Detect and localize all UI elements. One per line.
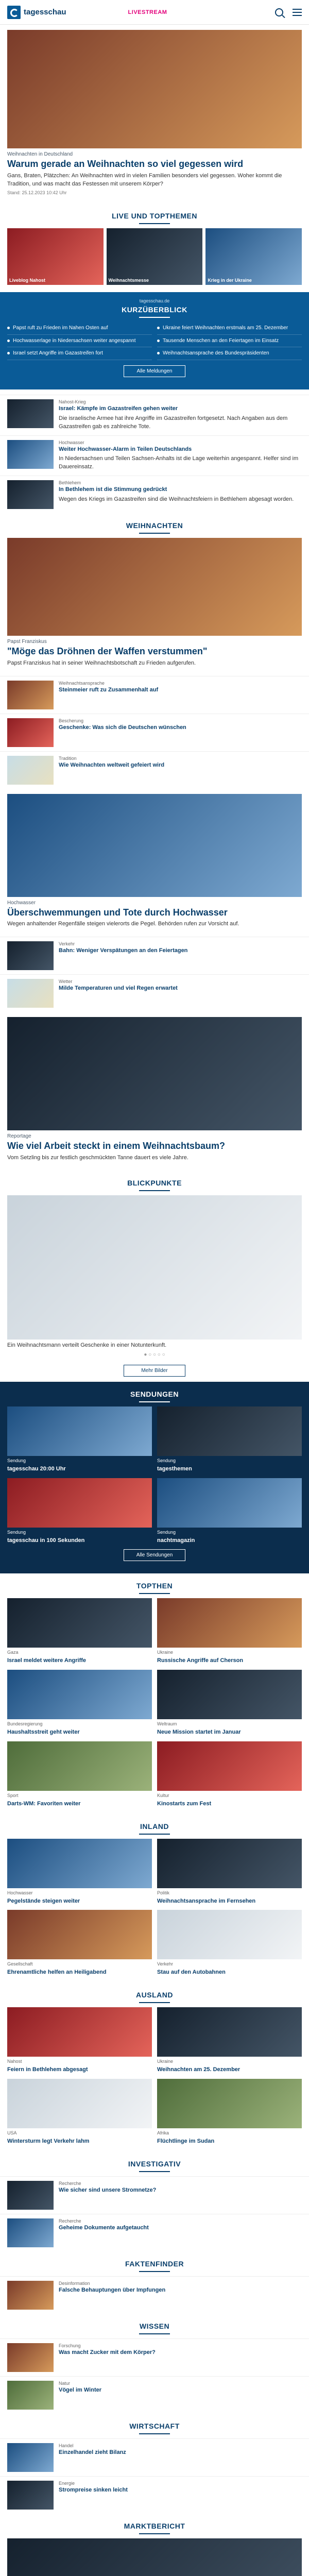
- logo-text: tagesschau: [24, 8, 66, 16]
- kurzueberblick-box: [0, 292, 309, 389]
- sendung-topline: Sendung: [7, 1529, 26, 1535]
- investigativ-underline: [139, 2171, 170, 2172]
- feature-topline: Reportage: [7, 1133, 31, 1140]
- kurzueberblick-item-text: Weihnachtsansprache des Bundespräsidenten: [163, 350, 269, 357]
- kurzueberblick-item[interactable]: [7, 322, 152, 335]
- weihnachten-underline: [139, 533, 170, 534]
- investigativ-thumb: [7, 2218, 54, 2247]
- kurzueberblick-col-left: [7, 322, 152, 360]
- kurzueberblick-item-text: Hochwasserlage in Niedersachsen weiter angespannt: [13, 337, 136, 344]
- wirtschaft-topline: Handel: [59, 2443, 74, 2448]
- bullet-icon: [7, 340, 10, 342]
- kurzueberblick-item-text: Papst ruft zu Frieden im Nahen Osten auf: [13, 325, 108, 331]
- investigativ-head: [0, 2145, 309, 2176]
- faktenfinder-list: [0, 2276, 309, 2314]
- sendung-title[interactable]: tagesschau 20:00 Uhr: [7, 1465, 66, 1472]
- wirtschaft-item[interactable]: [0, 2438, 309, 2476]
- topnews-title[interactable]: In Bethlehem ist die Stimmung gedrückt: [59, 486, 167, 493]
- toptagen-topline: Sport: [7, 1792, 19, 1798]
- ausland-topline: USA: [7, 2130, 17, 2136]
- inland-heading: INLAND: [140, 1822, 169, 1831]
- toptagen-image: [7, 1670, 152, 1719]
- hero-teaser[interactable]: [0, 25, 309, 204]
- topnews-item[interactable]: [0, 395, 309, 435]
- weihnachten-lead-text: Papst Franziskus hat in seiner Weihnachtsbotschaft zu Frieden aufgerufen.: [7, 659, 196, 666]
- weihnachten-item[interactable]: [0, 714, 309, 751]
- topnews-item[interactable]: [0, 435, 309, 476]
- ausland-image: [157, 2079, 302, 2128]
- more-news-title[interactable]: Milde Temperaturen und viel Regen erwartet: [59, 985, 178, 992]
- toptagen-title[interactable]: Russische Angriffe auf Cherson: [157, 1657, 244, 1664]
- kurzueberblick-head: [7, 303, 302, 322]
- inland-image: [157, 1910, 302, 1959]
- faktenfinder-title[interactable]: Falsche Behauptungen über Impfungen: [59, 2286, 166, 2293]
- topnews-title[interactable]: Weiter Hochwasser-Alarm in Teilen Deutschlands: [59, 446, 192, 452]
- toptagen-card[interactable]: [157, 1741, 302, 1808]
- kurzueberblick-kicker: tagesschau.de: [139, 298, 170, 304]
- ausland-title[interactable]: Flüchtlinge im Sudan: [157, 2138, 215, 2144]
- inland-image: [157, 1839, 302, 1888]
- sendung-image: [157, 1406, 302, 1456]
- wissen-item[interactable]: [0, 2376, 309, 2414]
- inland-topline: Gesellschaft: [7, 1961, 33, 1967]
- wissen-item[interactable]: [0, 2338, 309, 2376]
- topnews-body: [59, 440, 302, 472]
- topnews-title[interactable]: Israel: Kämpfe im Gazastreifen gehen weiter: [59, 405, 178, 412]
- topnews-topline: Hochwasser: [59, 439, 84, 445]
- toptagen-topline: Kultur: [157, 1792, 169, 1798]
- ausland-title[interactable]: Wintersturm legt Verkehr lahm: [7, 2138, 90, 2144]
- ausland-head: [0, 1976, 309, 2007]
- investigativ-item[interactable]: [0, 2214, 309, 2251]
- ausland-card[interactable]: [7, 2007, 152, 2074]
- toptagen-title[interactable]: Haushaltsstreit geht weiter: [7, 1729, 80, 1735]
- flood-teaser[interactable]: [0, 789, 309, 937]
- feature-image: [7, 1017, 302, 1130]
- toptagen-topline: Weltraum: [157, 1721, 177, 1726]
- ausland-heading: AUSLAND: [136, 1991, 173, 1999]
- sendung-card[interactable]: [7, 1406, 152, 1473]
- wirtschaft-thumb: [7, 2481, 54, 2510]
- live-row: [0, 228, 309, 292]
- investigativ-title[interactable]: Geheime Dokumente aufgetaucht: [59, 2224, 149, 2231]
- more-news-title[interactable]: Bahn: Weniger Verspätungen an den Feiertagen: [59, 947, 188, 954]
- toptagen-card[interactable]: [7, 1741, 152, 1808]
- wissen-topline: Natur: [59, 2380, 71, 2386]
- sendungen-grid: [7, 1406, 302, 1545]
- inland-card[interactable]: [7, 1910, 152, 1976]
- gallery-dots[interactable]: ● ○ ○ ○ ○: [144, 1351, 165, 1358]
- bullet-icon: [7, 327, 10, 329]
- ausland-card[interactable]: [7, 2079, 152, 2145]
- wissen-topline: Forschung: [59, 2343, 81, 2348]
- kurzueberblick-item[interactable]: [7, 347, 152, 360]
- inland-card[interactable]: [7, 1839, 152, 1905]
- more-news-item[interactable]: [0, 937, 309, 974]
- kurzueberblick-item[interactable]: [157, 347, 302, 360]
- kurzueberblick-list: [7, 322, 302, 360]
- live-heading: LIVE UND TOPTHEMEN: [112, 212, 197, 221]
- topnews-topline: Bethlehem: [59, 480, 81, 486]
- livestream-link[interactable]: LIVESTREAM: [128, 9, 167, 15]
- markt-heading: MARKTBERICHT: [124, 2521, 185, 2530]
- toptagen-image: [157, 1741, 302, 1791]
- ausland-underline: [139, 2002, 170, 2003]
- weihnachten-head: [0, 513, 309, 538]
- wirtschaft-heading: WIRTSCHAFT: [129, 2421, 180, 2430]
- inland-title[interactable]: Stau auf den Autobahnen: [157, 1969, 226, 1976]
- sendungen-head: [7, 1382, 302, 1406]
- wirtschaft-underline: [139, 2433, 170, 2434]
- inland-card[interactable]: [157, 1839, 302, 1905]
- ausland-title[interactable]: Feiern in Bethlehem abgesagt: [7, 2066, 88, 2073]
- investigativ-list: [0, 2176, 309, 2251]
- flood-topline: Hochwasser: [7, 900, 36, 906]
- wissen-title[interactable]: Vögel im Winter: [59, 2386, 102, 2393]
- more-news-item[interactable]: [0, 974, 309, 1012]
- toptagen-image: [7, 1741, 152, 1791]
- bullet-icon: [7, 352, 10, 354]
- toptagen-title[interactable]: Neue Mission startet im Januar: [157, 1729, 241, 1735]
- inland-title[interactable]: Ehrenamtliche helfen an Heiligabend: [7, 1969, 107, 1976]
- toptagen-title[interactable]: Kinostarts zum Fest: [157, 1800, 212, 1807]
- weihnachten-title[interactable]: Wie Weihnachten weltweit gefeiert wird: [59, 761, 165, 768]
- live-items: [7, 228, 302, 285]
- site-header: [0, 0, 309, 25]
- kurzueberblick-item[interactable]: [157, 335, 302, 348]
- ausland-image: [157, 2007, 302, 2057]
- topnews-body: [59, 399, 302, 431]
- investigativ-item[interactable]: [0, 2176, 309, 2214]
- topnews-thumb: [7, 440, 54, 469]
- sendungen-box: [0, 1382, 309, 1574]
- sendung-card[interactable]: [7, 1478, 152, 1545]
- inland-title[interactable]: Pegelstände steigen weiter: [7, 1897, 80, 1904]
- wissen-underline: [139, 2333, 170, 2334]
- kurzueberblick-underline: [139, 317, 170, 318]
- inland-image: [7, 1839, 152, 1888]
- toptagen-image: [7, 1598, 152, 1648]
- toptagen-underline: [139, 1593, 170, 1594]
- weihnachten-heading: WEIHNACHTEN: [126, 521, 183, 530]
- flood-text: Wegen anhaltender Regenfälle steigen vielerorts die Pegel. Behörden rufen zur Vorsicht auf.: [7, 921, 239, 927]
- live-item[interactable]: [205, 228, 302, 285]
- wissen-list: [0, 2338, 309, 2414]
- kurzueberblick-item[interactable]: [7, 335, 152, 348]
- weihnachten-item[interactable]: [0, 751, 309, 789]
- weihnachten-title[interactable]: Steinmeier ruft zu Zusammenhalt auf: [59, 686, 159, 693]
- faktenfinder-underline: [139, 2271, 170, 2272]
- bullet-icon: [157, 327, 160, 329]
- weihnachten-title[interactable]: Geschenke: Was sich die Deutschen wünschen: [59, 724, 186, 731]
- more-news-topline: Verkehr: [59, 941, 75, 947]
- topnews-text: Wegen des Kriegs im Gazastreifen sind die Weihnachtsfeiern in Bethlehem abgesagt worden.: [59, 496, 294, 502]
- toptagen-image: [157, 1598, 302, 1648]
- logo-link[interactable]: [7, 6, 66, 19]
- sendungen-underline: [139, 1401, 170, 1402]
- wissen-head: [0, 2314, 309, 2338]
- weihnachten-topline: Weihnachtsansprache: [59, 680, 105, 686]
- inland-topline: Politik: [157, 1890, 170, 1895]
- sendung-title[interactable]: tagesschau in 100 Sekunden: [7, 1537, 85, 1544]
- live-item-label: Krieg in der Ukraine: [208, 278, 252, 283]
- wissen-thumb: [7, 2343, 54, 2372]
- investigativ-topline: Recherche: [59, 2180, 81, 2186]
- toptagen-card[interactable]: [7, 1598, 152, 1665]
- wissen-thumb: [7, 2381, 54, 2410]
- hero-meta: Stand: 25.12.2023 10:42 Uhr: [7, 190, 67, 196]
- weihnachten-topline: Tradition: [59, 755, 77, 761]
- blickpunkte-gallery[interactable]: [0, 1195, 309, 1377]
- weihnachten-thumb: [7, 681, 54, 709]
- weihnachten-lead[interactable]: [0, 538, 309, 676]
- ausland-card[interactable]: [157, 2007, 302, 2074]
- wirtschaft-thumb: [7, 2443, 54, 2472]
- weihnachten-thumb: [7, 756, 54, 785]
- kurzueberblick-col-right: [157, 322, 302, 360]
- weihnachten-lead-image: [7, 538, 302, 636]
- kurzueberblick-item-text: Tausende Menschen an den Feiertagen im Einsatz: [163, 337, 279, 344]
- topnews-thumb: [7, 480, 54, 509]
- live-section-head: [0, 204, 309, 228]
- sendung-title[interactable]: tagesthemen: [157, 1465, 192, 1472]
- wirtschaft-topline: Energie: [59, 2480, 75, 2486]
- faktenfinder-heading: FAKTENFINDER: [125, 2259, 184, 2268]
- menu-icon[interactable]: [293, 9, 302, 16]
- investigativ-heading: INVESTIGATIV: [128, 2159, 181, 2168]
- sendungen-heading: SENDUNGEN: [130, 1389, 179, 1398]
- investigativ-title[interactable]: Wie sicher sind unsere Stromnetze?: [59, 2187, 157, 2193]
- sendung-card[interactable]: [157, 1478, 302, 1545]
- more-news-thumb: [7, 979, 54, 1008]
- toptagen-title[interactable]: Darts-WM: Favoriten weiter: [7, 1800, 81, 1807]
- feature-text: Vom Setzling bis zur festlich geschmückten Tanne dauert es viele Jahre.: [7, 1154, 188, 1161]
- live-item-label: Liveblog Nahost: [9, 278, 46, 283]
- hero-image: [7, 30, 302, 148]
- live-heading-underline: [139, 223, 170, 224]
- sendung-topline: Sendung: [157, 1529, 176, 1535]
- toptagen-topline: Gaza: [7, 1650, 19, 1655]
- inland-topline: Verkehr: [157, 1961, 174, 1967]
- bullet-icon: [157, 352, 160, 354]
- topnews-list: [0, 389, 309, 513]
- kurzueberblick-more-button[interactable]: Alle Meldungen: [124, 365, 185, 377]
- investigativ-topline: Recherche: [59, 2218, 81, 2224]
- live-item-label: Weihnachtsmesse: [108, 278, 149, 283]
- faktenfinder-thumb: [7, 2281, 54, 2310]
- inland-title[interactable]: Weihnachtsansprache im Fernsehen: [157, 1897, 256, 1904]
- wirtschaft-title[interactable]: Strompreise sinken leicht: [59, 2486, 128, 2493]
- blickpunkte-head: [0, 1171, 309, 1195]
- ausland-topline: Ukraine: [157, 2059, 174, 2064]
- blickpunkte-underline: [139, 1190, 170, 1191]
- wirtschaft-item[interactable]: [0, 2476, 309, 2514]
- markt-teaser[interactable]: [0, 2538, 309, 2576]
- bullet-icon: [157, 340, 160, 342]
- faktenfinder-item[interactable]: [0, 2276, 309, 2314]
- topnews-text: In Niedersachsen und Teilen Sachsen-Anhalts ist die Lage weiterhin angespannt. Helfer sind im Dauereinsatz.: [59, 455, 299, 470]
- inland-image: [7, 1910, 152, 1959]
- wissen-title[interactable]: Was macht Zucker mit dem Körper?: [59, 2349, 156, 2355]
- toptagen-grid: [0, 1598, 309, 1807]
- inland-grid: [0, 1839, 309, 1977]
- wirtschaft-list: [0, 2438, 309, 2514]
- toptagen-image: [157, 1670, 302, 1719]
- kurzueberblick-item[interactable]: [157, 322, 302, 335]
- ausland-title[interactable]: Weihnachten am 25. Dezember: [157, 2066, 241, 2073]
- inland-topline: Hochwasser: [7, 1890, 33, 1895]
- flood-image: [7, 794, 302, 897]
- more-news-topline: Wetter: [59, 979, 73, 985]
- more-news-thumb: [7, 941, 54, 970]
- inland-card[interactable]: [157, 1910, 302, 1976]
- blickpunkte-heading: BLICKPUNKTE: [127, 1178, 182, 1187]
- toptagen-head: [0, 1573, 309, 1598]
- ausland-image: [7, 2079, 152, 2128]
- sendung-image: [7, 1406, 152, 1456]
- live-item[interactable]: [7, 228, 104, 285]
- toptagen-card[interactable]: [157, 1598, 302, 1665]
- ausland-image: [7, 2007, 152, 2057]
- kurzueberblick-item-text: Israel setzt Angriffe im Gazastreifen fort: [13, 350, 103, 357]
- weihnachten-topline: Bescherung: [59, 718, 84, 723]
- weihnachten-list: [0, 676, 309, 789]
- kurzueberblick-item-text: Ukraine feiert Weihnachten erstmals am 25. Dezember: [163, 325, 288, 331]
- faktenfinder-topline: Desinformation: [59, 2280, 90, 2286]
- logo-icon: [7, 6, 21, 19]
- flood-title[interactable]: Überschwemmungen und Tote durch Hochwasser: [7, 907, 228, 918]
- hero-title[interactable]: Warum gerade an Weihnachten so viel gegessen wird: [7, 159, 244, 169]
- toptagen-title[interactable]: Israel meldet weitere Angriffe: [7, 1657, 87, 1664]
- hero-topline: Weihnachten in Deutschland: [7, 151, 73, 157]
- topnews-body: [59, 480, 294, 509]
- ausland-topline: Nahost: [7, 2059, 22, 2064]
- wirtschaft-head: [0, 2414, 309, 2438]
- faktenfinder-head: [0, 2251, 309, 2276]
- weihnachten-thumb: [7, 718, 54, 747]
- search-icon[interactable]: [275, 8, 283, 16]
- sendung-card[interactable]: [157, 1406, 302, 1473]
- sendung-image: [7, 1478, 152, 1528]
- sendung-topline: Sendung: [7, 1458, 26, 1463]
- inland-head: [0, 1808, 309, 1839]
- kurzueberblick-heading: KURZÜBERBLICK: [122, 306, 187, 314]
- wirtschaft-title[interactable]: Einzelhandel zieht Bilanz: [59, 2449, 126, 2455]
- sendung-topline: Sendung: [157, 1458, 176, 1463]
- blickpunkte-more-button[interactable]: Mehr Bilder: [124, 1365, 185, 1377]
- blickpunkte-caption: Ein Weihnachtsmann verteilt Geschenke in einer Notunterkunft.: [7, 1342, 167, 1348]
- hero-text: Gans, Braten, Plätzchen: An Weihnachten wird in vielen Familien besonders viel gegessen. Woher kommt die Tradition, und was macht das Festessen mit unserem Körper?: [7, 172, 282, 187]
- weihnachten-lead-topline: Papst Franziskus: [7, 639, 47, 645]
- feature-teaser[interactable]: [0, 1012, 309, 1171]
- toptagen-card[interactable]: [157, 1670, 302, 1736]
- ausland-card[interactable]: [157, 2079, 302, 2145]
- markt-image: [7, 2538, 302, 2576]
- blickpunkte-image[interactable]: [7, 1195, 302, 1340]
- weihnachten-item[interactable]: [0, 676, 309, 714]
- ausland-topline: Afrika: [157, 2130, 169, 2136]
- topnews-thumb: [7, 399, 54, 428]
- markt-underline: [139, 2533, 170, 2534]
- ausland-grid: [0, 2007, 309, 2145]
- inland-underline: [139, 1834, 170, 1835]
- topnews-item[interactable]: [0, 476, 309, 513]
- live-item[interactable]: [107, 228, 203, 285]
- topnews-text: Die israelische Armee hat ihre Angriffe im Gazastreifen fortgesetzt. Nach Angaben aus dem Gazastreifen gab es zahlreiche Tote.: [59, 415, 288, 430]
- sendung-title[interactable]: nachtmagazin: [157, 1537, 195, 1544]
- sendung-image: [157, 1478, 302, 1528]
- toptagen-topline: Ukraine: [157, 1650, 174, 1655]
- markt-head: [0, 2514, 309, 2538]
- wissen-heading: WISSEN: [139, 2321, 170, 2330]
- toptagen-card[interactable]: [7, 1670, 152, 1736]
- weihnachten-lead-title[interactable]: "Möge das Dröhnen der Waffen verstummen": [7, 646, 208, 657]
- topnews-topline: Nahost-Krieg: [59, 399, 86, 404]
- toptagen-topline: Bundesregierung: [7, 1721, 43, 1726]
- more-news-list: [0, 937, 309, 1012]
- toptagen-heading: TOPTHEN: [136, 1582, 173, 1590]
- feature-title[interactable]: Wie viel Arbeit steckt in einem Weihnachtsbaum?: [7, 1141, 225, 1151]
- sendungen-more-button[interactable]: Alle Sendungen: [124, 1549, 185, 1561]
- investigativ-thumb: [7, 2181, 54, 2210]
